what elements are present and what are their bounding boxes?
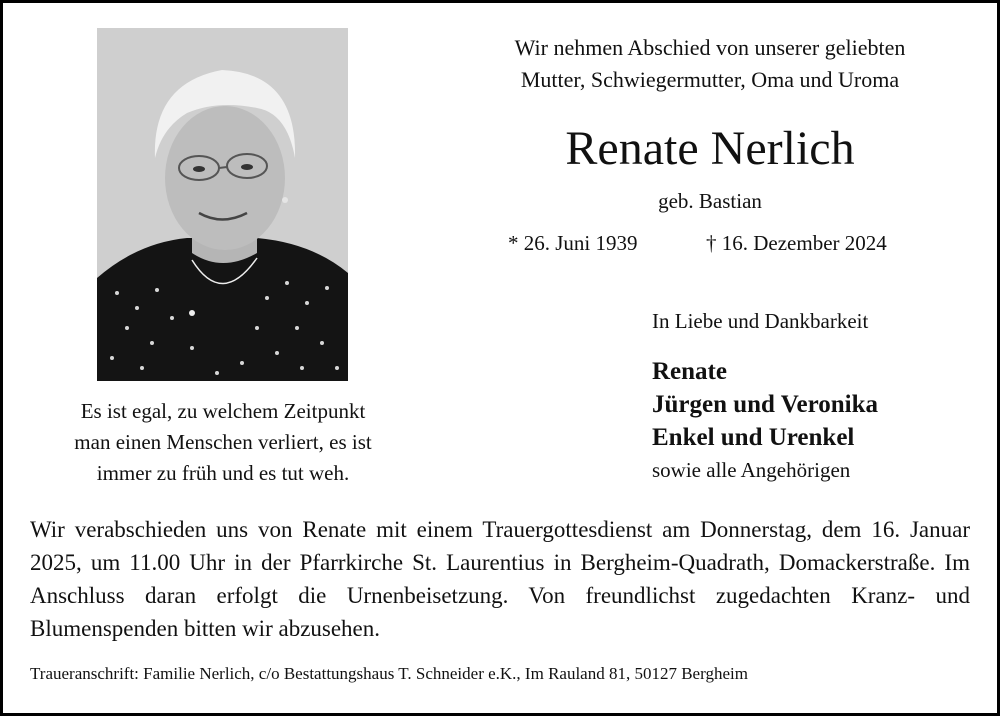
mourners-block xyxy=(652,306,982,486)
mourners-others: sowie alle Angehörigen xyxy=(652,458,851,482)
mourners-lead: In Liebe und Dankbarkeit xyxy=(652,309,869,333)
mourning-address: Traueranschrift: Familie Nerlich, c/o Bestattungshaus T. Schneider e.K., Im Rauland 81, 50127 Bergheim xyxy=(30,664,748,683)
memorial-quote xyxy=(20,396,426,489)
maiden-name: geb. Bastian xyxy=(658,189,762,213)
quote-line: man einen Menschen verliert, es ist xyxy=(74,430,372,454)
intro-text xyxy=(440,32,980,96)
death-date: † 16. Dezember 2024 xyxy=(706,231,887,255)
mourner-name: Jürgen und Veronika xyxy=(652,391,879,418)
intro-line: Mutter, Schwiegermutter, Oma und Uroma xyxy=(520,67,900,92)
intro-line: Wir nehmen Abschied von unserer geliebten xyxy=(514,35,906,60)
mourner-name: Renate xyxy=(652,358,727,385)
deceased-name: Renate Nerlich xyxy=(565,122,855,175)
birth-date: * 26. Juni 1939 xyxy=(508,231,638,255)
quote-line: immer zu früh und es tut weh. xyxy=(96,461,350,485)
quote-line: Es ist egal, zu welchem Zeitpunkt xyxy=(80,399,366,423)
service-announcement: Wir verabschieden uns von Renate mit einem Trauergottesdienst am Donnerstag, dem 16. Januar 2025, um 11.00 Uhr in der Pfarrkirche St. Laurentius in Bergheim-Quadrath, Domackerstraße. Im Anschluss daran erfolgt die Urnenbeisetzung. Von freundlichst zugedachten Kranz- und Blumenspenden bitten wir abzusehen. xyxy=(30,517,970,641)
portrait-photo xyxy=(97,28,348,381)
mourner-name: Enkel und Urenkel xyxy=(652,424,855,451)
